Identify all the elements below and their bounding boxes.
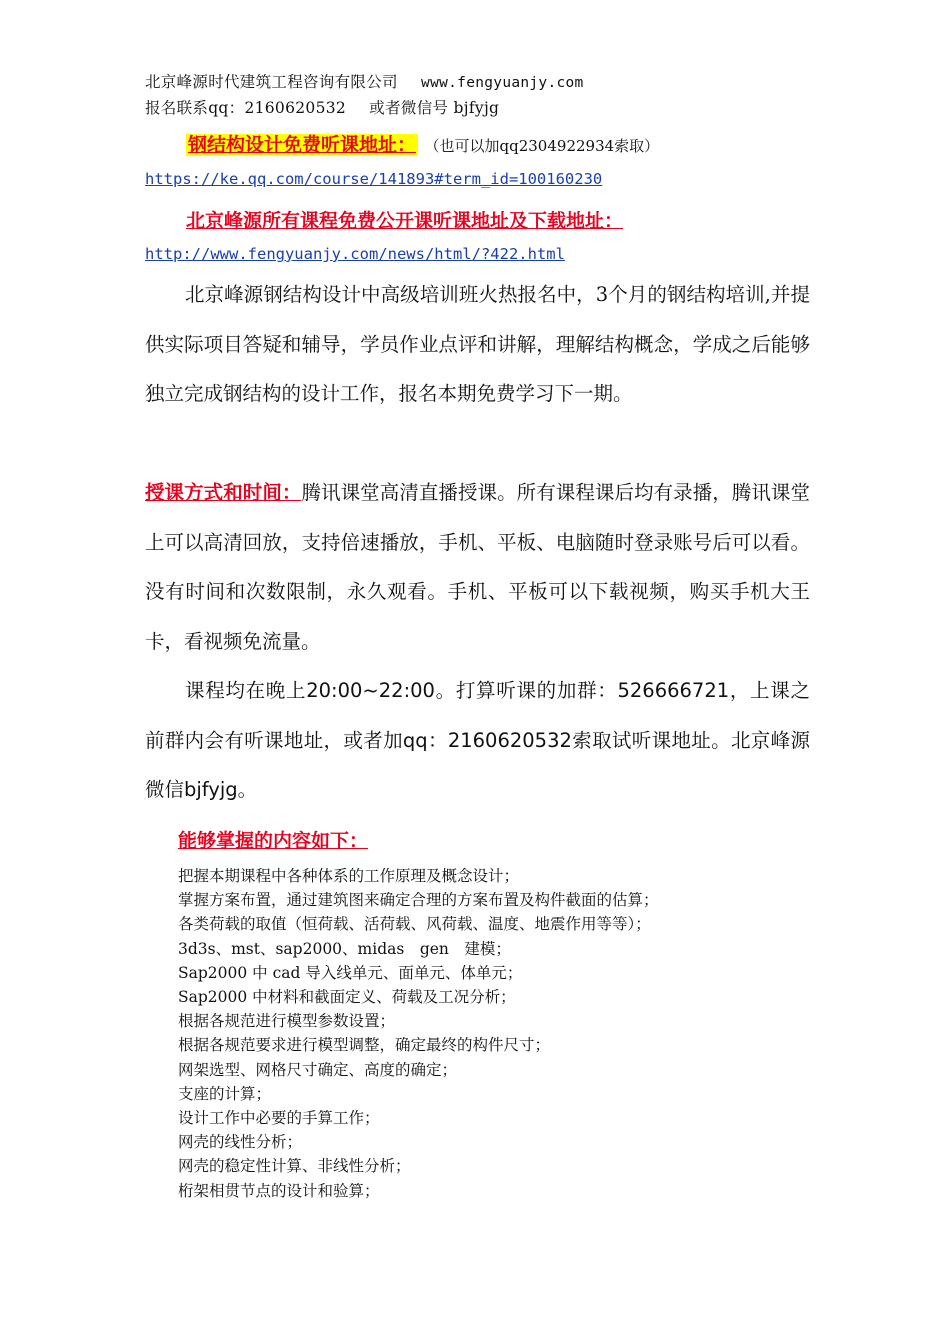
list-item: 网壳的稳定性计算、非线性分析； [178,1157,411,1176]
list-item: 把握本期课程中各种体系的工作原理及概念设计； [178,867,520,885]
all-courses-link[interactable]: http://www.fengyuanjy.com/news/html/?422.html [145,245,565,263]
schedule-time: 20:00~22:00 [306,679,435,702]
content-title: 能够掌握的内容如下： [178,830,369,852]
schedule-qq: qq：2160620532 [402,728,572,752]
schedule-paragraph [145,666,810,815]
free-course-heading [186,130,659,157]
list-item: 桁架相贯节点的设计和验算； [178,1181,380,1200]
list-item: 各类荷载的取值（恒荷载、活荷载、风荷载、温度、地震作用等等）； [178,915,651,934]
contact-qq: 报名联系qq：2160620532 [145,99,347,117]
schedule-text-5: 。 [237,778,258,801]
header-line-2 [145,96,499,118]
schedule-text-3: ，上课之前群内会有听课地址，或者加 [145,679,810,752]
teaching-label: 授课方式和时间： [145,481,302,504]
free-course-note: （也可以加qq2304922934索取） [432,137,660,155]
all-courses-title: 北京峰源所有课程免费公开课听课地址及下载地址： [186,210,624,232]
list-item: 设计工作中必要的手算工作； [178,1109,380,1128]
free-course-title: 钢结构设计免费听课地址： [188,134,417,156]
list-item: 根据各规范要求进行模型调整，确定最终的构件尺寸； [178,1036,551,1055]
list-item: 网壳的线性分析； [178,1133,303,1152]
list-item: Sap2000 中 cad 导入线单元、面单元、体单元； [178,963,523,982]
schedule-text-2: 。打算听课的加群： [434,679,618,702]
intro-paragraph: 北京峰源钢结构设计中高级培训班火热报名中，3个月的钢结构培训,并提供实际项目答疑和辅导，学员作业点评和讲解，理解结构概念，学成之后能够独立完成钢结构的设计工作，报名本期免费学习下一期。 [145,283,810,405]
schedule-text-1: 课程均在晚上 [185,679,307,702]
list-item: 支座的计算； [178,1084,272,1103]
list-item: 掌握方案布置，通过建筑图来确定合理的方案布置及构件截面的估算； [178,891,659,910]
list-item: 3d3s、mst、sap2000、midas gen 建模； [178,939,511,958]
teaching-text: 腾讯课堂高清直播授课。所有课程课后均有录播，腾讯课堂上可以高清回放，支持倍速播放，手机、平板、电脑随时登录账号后可以看。没有时间和次数限制，永久观看。手机、平板可以下载视频，购买手机大王卡，看视频免流量。 [145,481,810,653]
teaching-paragraph [145,468,810,666]
group-number: 526666721 [617,679,730,702]
header-line-1 [145,70,584,92]
content-list [178,864,659,1203]
schedule-text-4: 索取试听课地址。北京峰源微信 [145,728,810,801]
free-course-link[interactable]: https://ke.qq.com/course/141893#term_id=100160230 [145,170,603,188]
list-item: Sap2000 中材料和截面定义、荷载及工况分析； [178,988,516,1007]
company-name: 北京峰源时代建筑工程咨询有限公司 [145,73,398,91]
list-item: 网架选型、网格尺寸确定、高度的确定； [178,1060,458,1079]
list-item: 根据各规范进行模型参数设置； [178,1012,396,1031]
website-text: www.fengyuanjy.com [421,75,584,91]
schedule-wechat: bjfyjg [184,778,238,801]
contact-wechat: 或者微信号 bjfyjg [369,99,500,117]
